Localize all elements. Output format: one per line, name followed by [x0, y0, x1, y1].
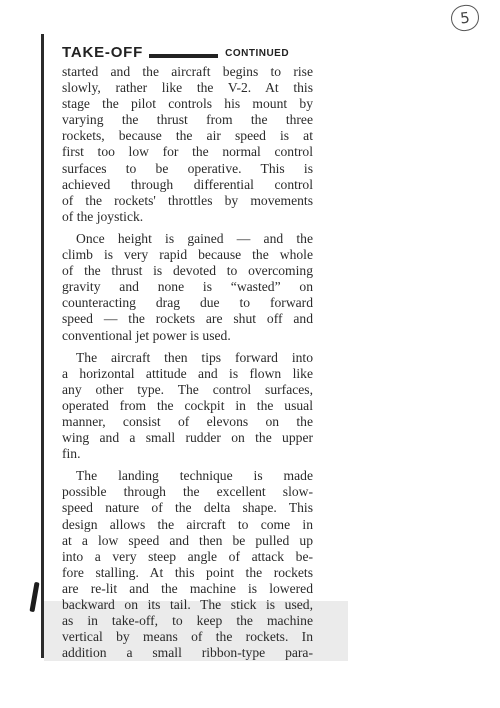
- text-line: as in take-off, to keep the machine: [62, 613, 313, 629]
- text-line: counteracting drag due to forward: [62, 295, 313, 311]
- text-line: manner, consist of elevons on the: [62, 413, 313, 429]
- paragraph: [62, 350, 313, 463]
- article: [62, 40, 313, 661]
- text-line: achieved through differential control: [62, 176, 313, 192]
- text-line: backward on its tail. The stick is used,: [62, 597, 313, 612]
- text-line: fore stalling. At this point the rockets: [62, 564, 313, 580]
- text-line: Once height is gained — and the: [76, 230, 313, 246]
- text-line: of the thrust is devoted to overcoming: [62, 263, 313, 279]
- text-line: possible through the excellent slow-: [62, 484, 313, 500]
- text-line: The aircraft then tips forward into: [76, 349, 313, 365]
- text-line: started and the aircraft begins to rise: [62, 64, 313, 79]
- paragraph: [62, 468, 313, 661]
- text-line: addition a small ribbon-type para-: [62, 645, 313, 661]
- text-line: speed nature of the delta shape. This: [62, 500, 313, 516]
- text-line: any other type. The control surfaces,: [62, 381, 313, 397]
- article-body: [62, 64, 313, 661]
- text-line: of the joystick.: [62, 208, 144, 224]
- text-line: a horizontal attitude and is flown like: [62, 365, 313, 381]
- text-line: first too low for the normal control: [62, 144, 313, 160]
- text-line: varying the thrust from the three: [62, 112, 313, 128]
- continued-label: CONTINUED: [225, 48, 290, 59]
- text-line: rockets, because the air speed is at: [62, 128, 313, 144]
- page-number: 5: [450, 4, 481, 33]
- text-line: into a very steep angle of attack be-: [62, 548, 313, 564]
- text-line: design allows the aircraft to come in: [62, 516, 313, 532]
- margin-mark: [29, 582, 39, 612]
- text-line: wing and a small rudder on the upper: [62, 430, 313, 446]
- text-line: surfaces to be operative. This is: [62, 160, 313, 176]
- text-line: speed — the rockets are shut off and: [62, 311, 313, 327]
- section-title: TAKE-OFF: [62, 43, 144, 61]
- text-line: at a low speed and then be pulled up: [62, 532, 313, 548]
- text-line: operated from the cockpit in the usual: [62, 397, 313, 413]
- text-line: conventional jet power is used.: [62, 327, 231, 343]
- text-line: gravity and none is “wasted” on: [62, 279, 313, 295]
- text-line: of the rockets' throttles by movements: [62, 192, 313, 208]
- text-line: fin.: [62, 446, 81, 462]
- header-rule: [149, 54, 218, 58]
- section-header: [62, 40, 313, 64]
- text-line: climb is very rapid because the whole: [62, 247, 313, 263]
- column-rule: [41, 34, 44, 658]
- text-line: The landing technique is made: [76, 468, 313, 484]
- text-line: stage the pilot controls his mount by: [62, 96, 313, 112]
- paragraph: [62, 64, 313, 225]
- text-line: slowly, rather like the V-2. At this: [62, 80, 313, 96]
- paragraph: [62, 231, 313, 344]
- text-line: are re-lit and the machine is lowered: [62, 580, 313, 596]
- text-line: vertical by means of the rockets. In: [62, 629, 313, 645]
